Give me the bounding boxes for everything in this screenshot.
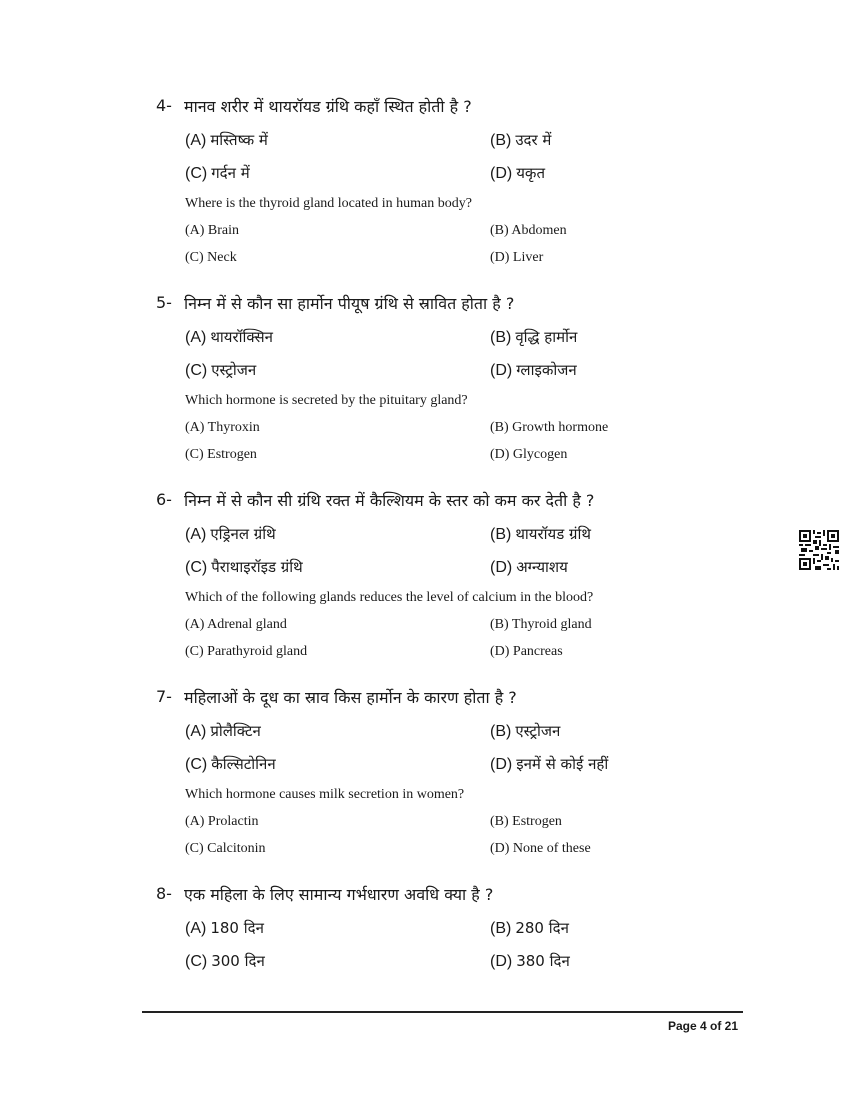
option-c-english: (C) Neck — [185, 250, 237, 265]
option-c-hindi: (C) गर्दन में — [185, 164, 250, 182]
question-english: Which hormone causes milk secretion in women? — [185, 787, 465, 802]
option-a-hindi: (A) प्रोलैक्टिन — [185, 722, 261, 740]
option-d-hindi: (D) अग्न्याशय — [490, 558, 568, 576]
question-number: 8- — [156, 884, 172, 903]
question-hindi: निम्न में से कौन सा हार्मोन पीयूष ग्रंथि से स्रावित होता है ? — [184, 294, 515, 313]
option-d-hindi: (D) यकृत — [490, 164, 545, 182]
option-c-hindi: (C) पैराथाइरॉइड ग्रंथि — [185, 558, 303, 576]
option-d-english: (D) Glycogen — [490, 447, 568, 462]
question-hindi: एक महिला के लिए सामान्य गर्भधारण अवधि क्या है ? — [184, 885, 494, 904]
option-a-english: (A) Brain — [185, 223, 240, 238]
option-d-english: (D) Pancreas — [490, 644, 563, 659]
option-b-english: (B) Growth hormone — [490, 420, 609, 435]
question-english: Which of the following glands reduces the level of calcium in the blood? — [185, 590, 594, 605]
option-c-hindi: (C) एस्ट्रोजन — [185, 361, 257, 379]
option-c-english: (C) Estrogen — [185, 447, 257, 462]
question-number: 6- — [156, 490, 172, 509]
option-d-hindi: (D) ग्लाइकोजन — [490, 361, 577, 379]
question-number: 7- — [156, 687, 172, 706]
option-c-english: (C) Calcitonin — [185, 841, 266, 856]
page-number: Page 4 of 21 — [668, 1019, 739, 1033]
option-a-hindi: (A) 180 दिन — [185, 919, 264, 937]
option-b-hindi: (B) उदर में — [490, 131, 552, 149]
option-b-hindi: (B) वृद्धि हार्मोन — [490, 328, 578, 346]
question-hindi: मानव शरीर में थायरॉयड ग्रंथि कहाँ स्थित होती है ? — [184, 97, 472, 116]
qr-code-icon — [799, 530, 839, 570]
option-b-hindi: (B) एस्ट्रोजन — [490, 722, 561, 740]
option-b-hindi: (B) 280 दिन — [490, 919, 569, 937]
question-number: 5- — [156, 293, 172, 312]
option-b-english: (B) Thyroid gland — [490, 617, 592, 632]
question-number: 4- — [156, 96, 172, 115]
option-d-english: (D) Liver — [490, 250, 544, 265]
option-a-hindi: (A) मस्तिष्क में — [185, 131, 268, 149]
option-b-english: (B) Abdomen — [490, 223, 567, 238]
option-a-hindi: (A) एड्रिनल ग्रंथि — [185, 525, 276, 543]
question-hindi: महिलाओं के दूध का स्राव किस हार्मोन के कारण होता है ? — [184, 688, 517, 707]
option-d-hindi: (D) 380 दिन — [490, 952, 570, 970]
question-english: Where is the thyroid gland located in human body? — [185, 196, 472, 211]
option-a-english: (A) Adrenal gland — [185, 617, 287, 632]
option-c-hindi: (C) कैल्सिटोनिन — [185, 755, 276, 773]
option-c-english: (C) Parathyroid gland — [185, 644, 308, 659]
question-hindi: निम्न में से कौन सी ग्रंथि रक्त में कैल्शियम के स्तर को कम कर देती है ? — [184, 491, 595, 510]
option-a-english: (A) Prolactin — [185, 814, 259, 829]
option-d-hindi: (D) इनमें से कोई नहीं — [490, 755, 609, 773]
option-a-english: (A) Thyroxin — [185, 420, 260, 435]
option-b-english: (B) Estrogen — [490, 814, 562, 829]
option-b-hindi: (B) थायरॉयड ग्रंथि — [490, 525, 591, 543]
option-d-english: (D) None of these — [490, 841, 591, 856]
footer-divider — [142, 1011, 743, 1013]
option-c-hindi: (C) 300 दिन — [185, 952, 265, 970]
option-a-hindi: (A) थायरॉक्सिन — [185, 328, 273, 346]
question-english: Which hormone is secreted by the pituitary gland? — [185, 393, 468, 408]
